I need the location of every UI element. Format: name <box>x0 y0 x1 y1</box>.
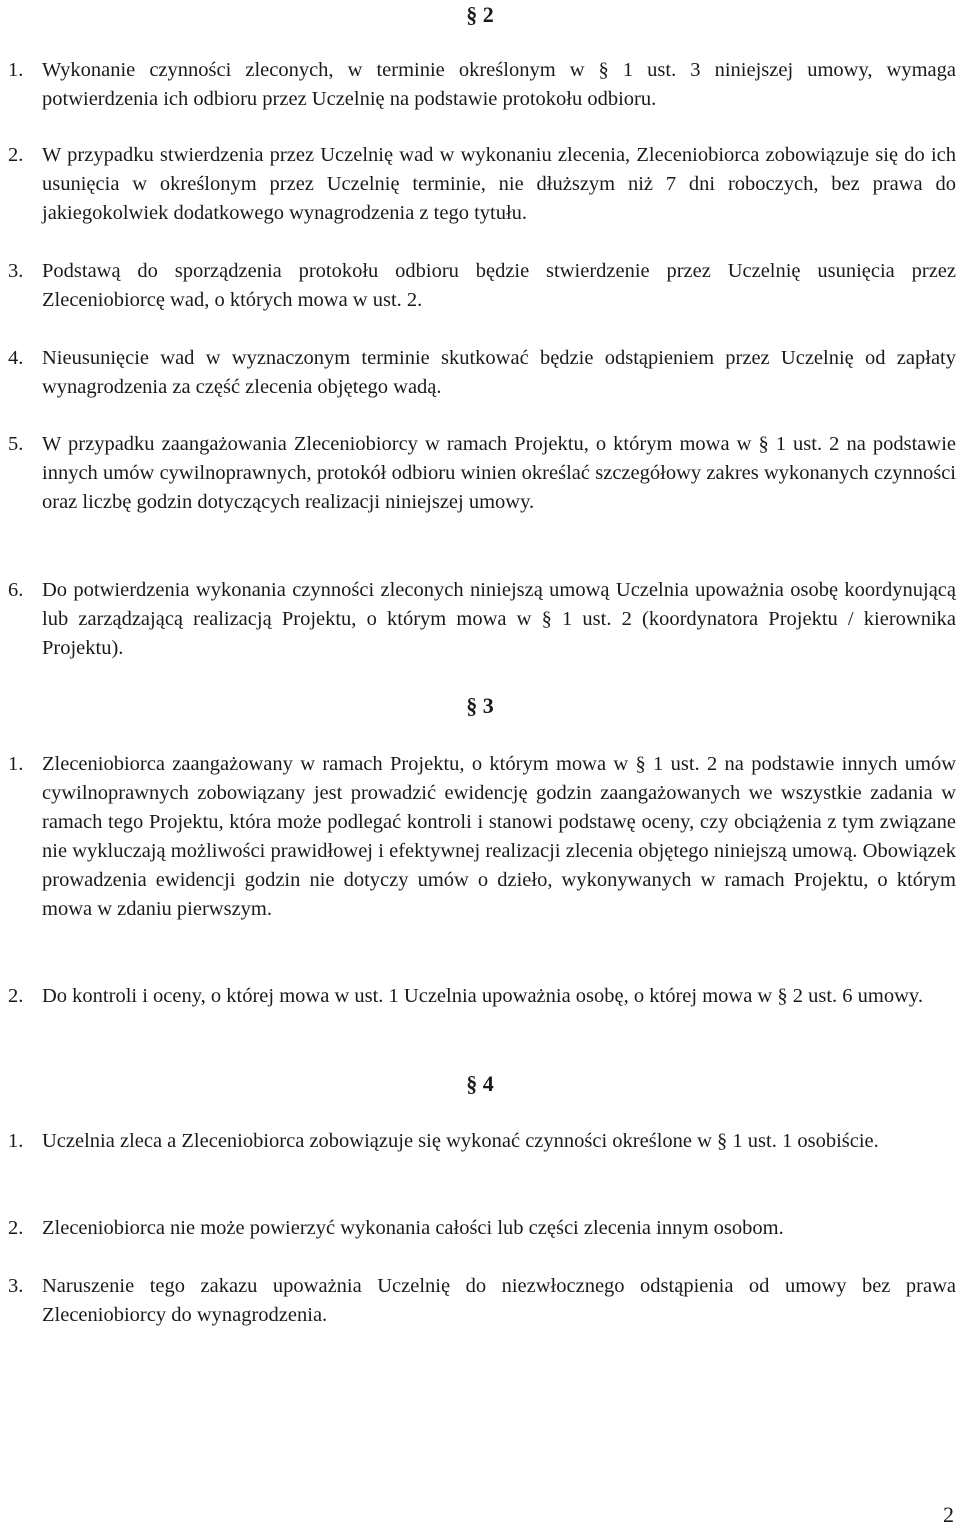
page-number: 2 <box>943 1502 954 1527</box>
paragraph-number: 3. <box>8 260 24 282</box>
paragraph <box>8 1272 956 1330</box>
paragraph-text: W przypadku stwierdzenia przez Uczelnię wad w wykonaniu zlecenia, Zleceniobiorca zobowiązuje się do ich usunięcia w określonym przez Uczelnię terminie, nie dłuższym niż 7 dni roboczych, bez prawa do jakiegokolwiek dodatkowego wynagrodzenia z tego tytułu. <box>42 144 956 224</box>
paragraph-text: Podstawą do sporządzenia protokołu odbioru będzie stwierdzenie przez Uczelnię usunięcia przez Zleceniobiorcę wad, o których mowa w ust. 2. <box>42 260 956 311</box>
paragraph-number: 5. <box>8 433 24 455</box>
paragraph <box>8 1214 956 1243</box>
paragraph <box>8 257 956 315</box>
paragraph-text: Do potwierdzenia wykonania czynności zleconych niniejszą umową Uczelnia upoważnia osobę koordynującą lub zarządzającą realizacją Projektu, o którym mowa w § 1 ust. 2 (koordynatora Projektu / kierownika Projektu). <box>42 579 956 659</box>
paragraph-number: 1. <box>8 59 24 81</box>
paragraph-number: 6. <box>8 579 24 601</box>
paragraph <box>8 56 956 114</box>
paragraph-number: 1. <box>8 753 24 775</box>
paragraph-number: 1. <box>8 1130 24 1152</box>
paragraph-number: 2. <box>8 144 24 166</box>
paragraph-text: W przypadku zaangażowania Zleceniobiorcy w ramach Projektu, o którym mowa w § 1 ust. 2 na podstawie innych umów cywilnoprawnych, protokół odbioru winien określać szczegółowy zakres wykonanych czynności oraz liczbę godzin dotyczących realizacji niniejszej umowy. <box>42 433 956 513</box>
paragraph-text: Uczelnia zleca a Zleceniobiorca zobowiązuje się wykonać czynności określone w § 1 ust. 1 osobiście. <box>42 1130 879 1152</box>
section-heading: § 3 <box>466 693 494 718</box>
paragraph <box>8 750 956 924</box>
paragraph-text: Nieusunięcie wad w wyznaczonym terminie skutkować będzie odstąpieniem przez Uczelnię od zapłaty wynagrodzenia za część zlecenia objętego wadą. <box>42 347 956 398</box>
paragraph <box>8 344 956 402</box>
paragraph-number: 2. <box>8 1217 24 1239</box>
paragraph-text: Naruszenie tego zakazu upoważnia Uczelnię do niezwłocznego odstąpienia od umowy bez prawa Zleceniobiorcy do wynagrodzenia. <box>42 1275 956 1326</box>
paragraph-text: Wykonanie czynności zleconych, w terminie określonym w § 1 ust. 3 niniejszej umowy, wymaga potwierdzenia ich odbioru przez Uczelnię na podstawie protokołu odbioru. <box>42 59 956 110</box>
paragraph <box>8 576 956 663</box>
paragraph <box>8 430 956 517</box>
section-heading: § 2 <box>466 2 494 27</box>
paragraph <box>8 982 956 1011</box>
paragraph-number: 2. <box>8 985 24 1007</box>
paragraph-text: Do kontroli i oceny, o której mowa w ust. 1 Uczelnia upoważnia osobę, o której mowa w § 2 ust. 6 umowy. <box>42 985 923 1007</box>
paragraph-number: 3. <box>8 1275 24 1297</box>
section-heading: § 4 <box>466 1071 494 1096</box>
paragraph-text: Zleceniobiorca nie może powierzyć wykonania całości lub części zlecenia innym osobom. <box>42 1217 784 1239</box>
paragraph-number: 4. <box>8 347 24 369</box>
paragraph-text: Zleceniobiorca zaangażowany w ramach Projektu, o którym mowa w § 1 ust. 2 na podstawie innych umów cywilnoprawnych zobowiązany jest prowadzić ewidencję godzin zaangażowanych we wszystkie zadania w ramach tego Projektu, która może podlegać kontroli i stanowi podstawę oceny, czy obciążenia z tym związane nie wykluczają możliwości prawidłowej i efektywnej realizacji zlecenia objętego niniejszą umową. Obowiązek prowadzenia ewidencji godzin nie dotyczy umów o dzieło, wykonywanych w ramach Projektu, o którym mowa w zdaniu pierwszym. <box>42 753 956 920</box>
paragraph <box>8 141 956 228</box>
paragraph <box>8 1127 956 1156</box>
